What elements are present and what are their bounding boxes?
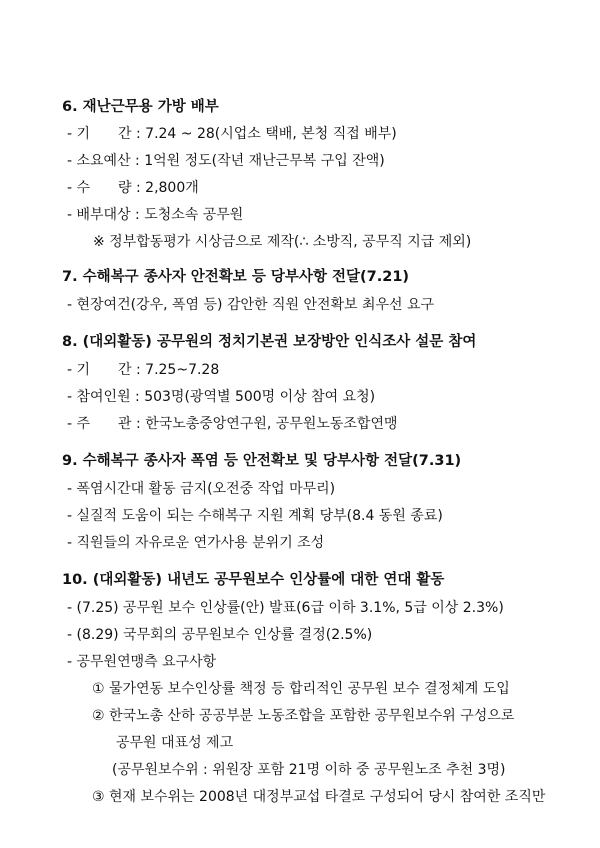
section-10-demand-2: ② 한국노총 산하 공공부분 노동조합을 포함한 공무원보수위 구성으로 [92,708,515,724]
section-6-target: - 배부대상 : 도청소속 공무원 [67,207,244,223]
section-10-item-2: - (8.29) 국무회의 공무원보수 인상률 결정(2.5%) [67,627,373,643]
section-10-demand-2-note: (공무원보수위 : 위원장 포함 21명 이하 중 공무원노조 추천 3명) [112,762,506,778]
section-9-item-1: - 폭염시간대 활동 금지(오전중 작업 마무리) [67,481,336,497]
section-8-organizer: - 주 관 : 한국노총중앙연구원, 공무원노동조합연맹 [67,416,398,432]
section-9-item-3: - 직원들의 자유로운 연가사용 분위기 조성 [67,535,325,551]
section-10-item-1: - (7.25) 공무원 보수 인상률(안) 발표(6급 이하 3.1%, 5급 이상 2.3%) [67,600,504,616]
section-8-period: - 기 간 : 7.25~7.28 [67,362,220,378]
section-9-item-2: - 실질적 도움이 되는 수해복구 지원 계획 당부(8.4 동원 종료) [67,508,443,524]
section-6-note: ※ 정부합동평가 시상금으로 제작(∴ 소방직, 공무직 지급 제외) [93,234,472,250]
section-8-title: 8. (대외활동) 공무원의 정치기본권 보장방안 인식조사 설문 참여 [62,334,477,350]
section-9-title: 9. 수해복구 종사자 폭염 등 안전확보 및 당부사항 전달(7.31) [62,453,462,469]
section-6-budget: - 소요예산 : 1억원 정도(작년 재난근무복 구입 잔액) [67,153,385,169]
section-10-demand-2-cont: 공무원 대표성 제고 [116,735,234,751]
section-10-demand-1: ① 물가연동 보수인상률 책정 등 합리적인 공무원 보수 결정체계 도입 [92,681,510,697]
section-10-title: 10. (대외활동) 내년도 공무원보수 인상률에 대한 연대 활동 [62,572,445,588]
section-7-title: 7. 수해복구 종사자 안전확보 등 당부사항 전달(7.21) [62,269,410,285]
section-6-period: - 기 간 : 7.24 ~ 28(시업소 택배, 본청 직접 배부) [67,126,397,142]
section-10-demand-3: ③ 현재 보수위는 2008년 대정부교섭 타결로 구성되어 당시 참여한 조직만 [92,789,546,805]
section-10-item-3: - 공무원연맹측 요구사항 [67,654,217,670]
section-7-item: - 현장여건(강우, 폭염 등) 감안한 직원 안전확보 최우선 요구 [67,297,435,313]
section-6-title: 6. 재난근무용 가방 배부 [62,99,219,115]
section-6-quantity: - 수 량 : 2,800개 [67,180,199,196]
section-8-participants: - 참여인원 : 503명(광역별 500명 이상 참여 요청) [67,389,376,405]
